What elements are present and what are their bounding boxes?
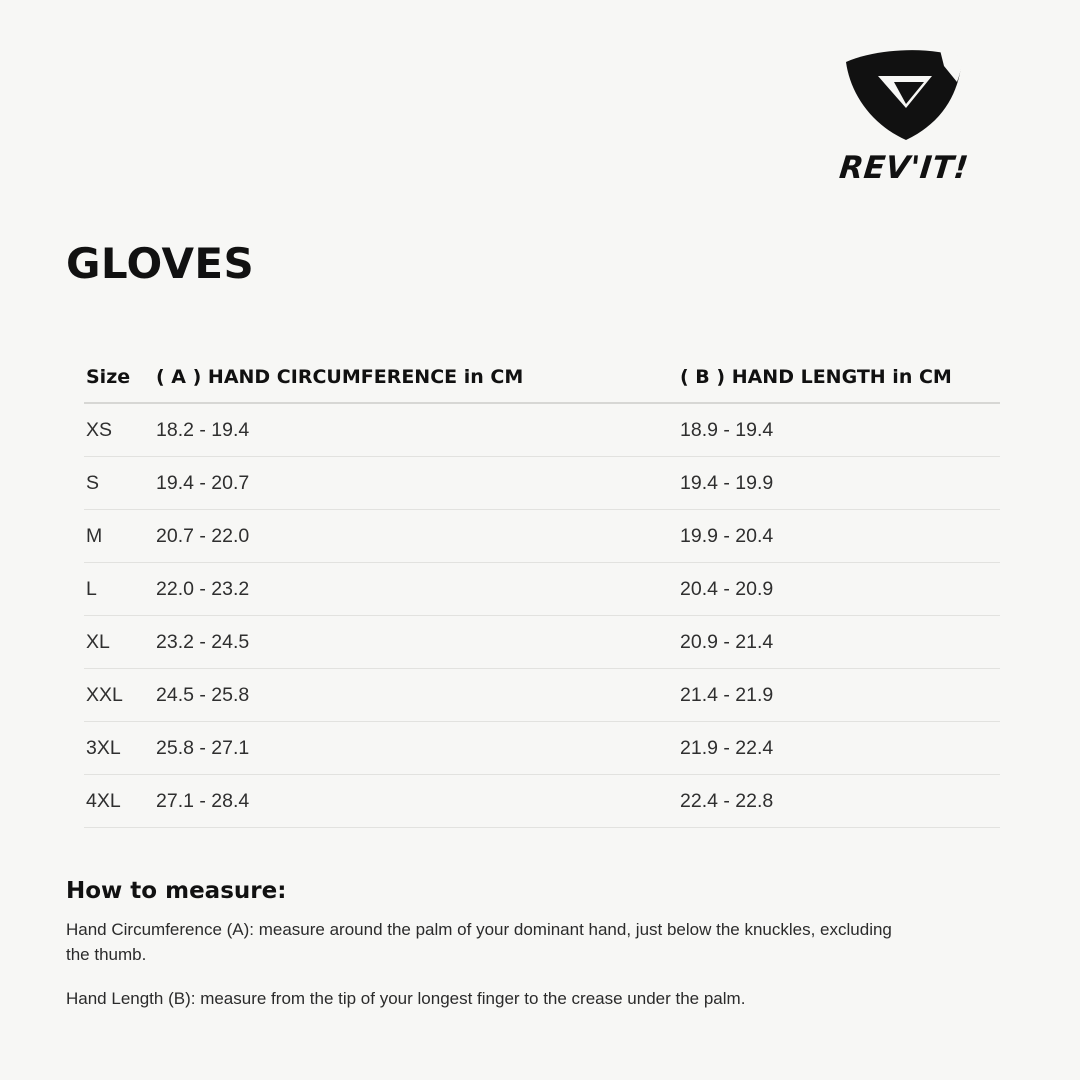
cell-hand-length: 19.4 - 19.9 [680, 457, 1000, 510]
size-table-container [84, 360, 1000, 828]
table-header-row [84, 360, 1000, 403]
table-row [84, 669, 1000, 722]
page-title: GLOVES [66, 239, 255, 288]
how-to-measure-heading: How to measure: [66, 878, 287, 904]
column-header-size: Size [84, 360, 156, 403]
cell-size: 3XL [84, 722, 156, 775]
size-table [84, 360, 1000, 828]
table-body [84, 403, 1000, 828]
how-to-measure-section [66, 878, 946, 1012]
brand-wordmark: REV'IT! [837, 150, 971, 186]
table-row [84, 775, 1000, 828]
how-to-measure-circumference-text: Hand Circumference (A): measure around the palm of your dominant hand, just below the knuckles, excluding the thumb. [66, 920, 892, 964]
cell-size: L [84, 563, 156, 616]
cell-hand-circumference: 25.8 - 27.1 [156, 722, 680, 775]
table-row [84, 457, 1000, 510]
table-row [84, 510, 1000, 563]
cell-size: 4XL [84, 775, 156, 828]
cell-hand-circumference: 18.2 - 19.4 [156, 403, 680, 457]
cell-hand-circumference: 24.5 - 25.8 [156, 669, 680, 722]
cell-size: XXL [84, 669, 156, 722]
cell-hand-circumference: 23.2 - 24.5 [156, 616, 680, 669]
cell-size: M [84, 510, 156, 563]
cell-hand-length: 18.9 - 19.4 [680, 403, 1000, 457]
cell-size: XL [84, 616, 156, 669]
table-row [84, 616, 1000, 669]
cell-hand-length: 20.4 - 20.9 [680, 563, 1000, 616]
column-header-hand-circumference: ( A ) HAND CIRCUMFERENCE in CM [156, 360, 680, 403]
how-to-measure-length-text: Hand Length (B): measure from the tip of your longest finger to the crease under the palm. [66, 989, 746, 1009]
cell-hand-length: 21.9 - 22.4 [680, 722, 1000, 775]
cell-hand-circumference: 19.4 - 20.7 [156, 457, 680, 510]
revit-shield-logo-icon [840, 46, 968, 142]
cell-hand-length: 20.9 - 21.4 [680, 616, 1000, 669]
cell-hand-length: 21.4 - 21.9 [680, 669, 1000, 722]
cell-hand-circumference: 20.7 - 22.0 [156, 510, 680, 563]
brand-logo [824, 46, 984, 186]
cell-hand-length: 22.4 - 22.8 [680, 775, 1000, 828]
table-row [84, 722, 1000, 775]
table-header [84, 360, 1000, 403]
cell-size: XS [84, 403, 156, 457]
table-row [84, 563, 1000, 616]
cell-hand-circumference: 27.1 - 28.4 [156, 775, 680, 828]
cell-hand-length: 19.9 - 20.4 [680, 510, 1000, 563]
cell-hand-circumference: 22.0 - 23.2 [156, 563, 680, 616]
table-row [84, 403, 1000, 457]
column-header-hand-length: ( B ) HAND LENGTH in CM [680, 360, 1000, 403]
cell-size: S [84, 457, 156, 510]
